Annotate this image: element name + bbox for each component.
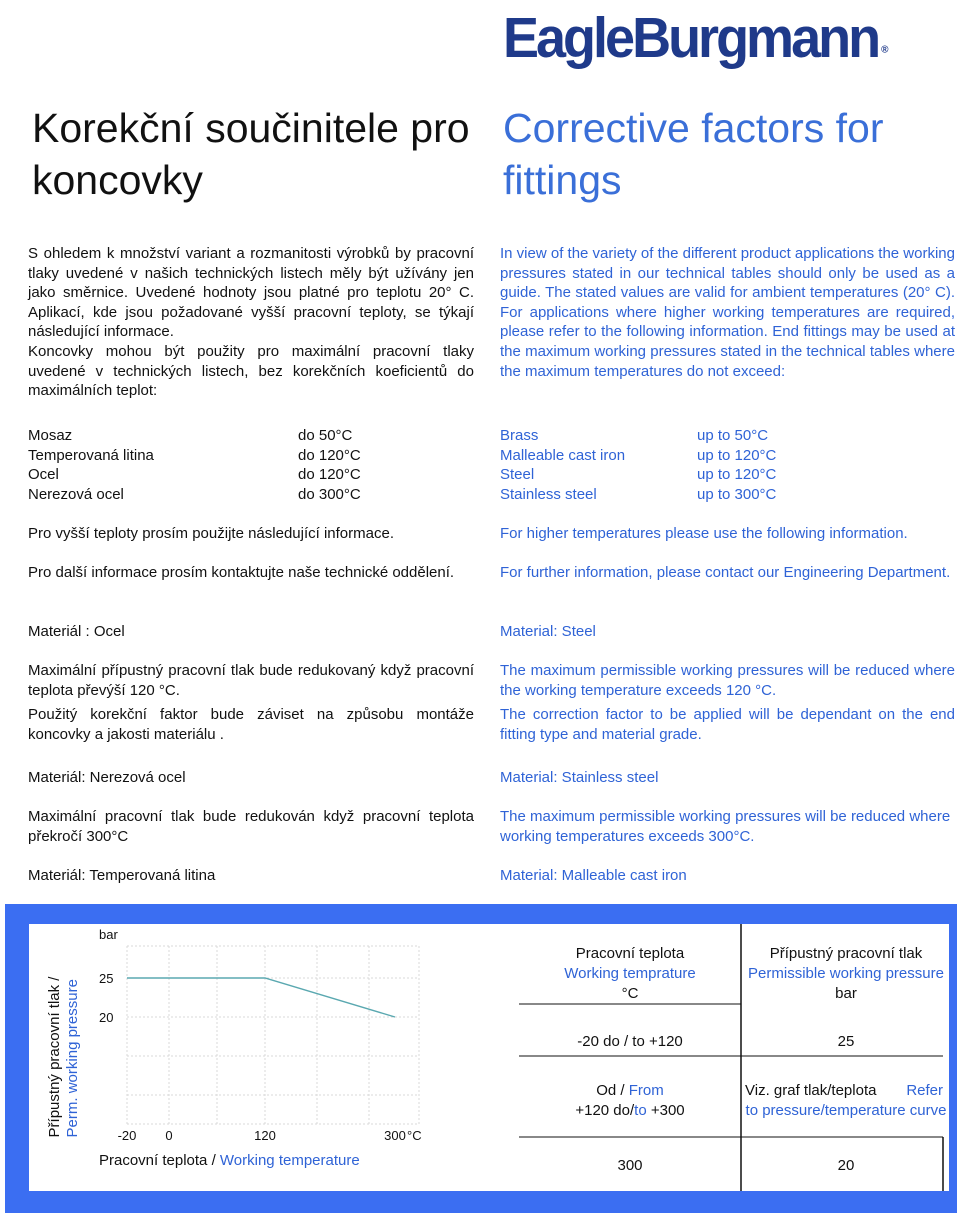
x-axis-label-cs: Pracovní teplota / [99,1152,220,1169]
material-name: Mosaz [28,427,73,444]
contact-cs: Pro další informace prosím kontaktujte naše technické oddělení. [28,564,455,581]
x-tick-label: 300 [384,1128,406,1143]
header-unit: °C [621,985,639,1002]
materials-cs-list [28,426,474,504]
row1-temperature: -20 do / to +120 [577,1033,683,1050]
x-unit-label: °C [407,1128,422,1143]
stainless-title-cs: Materiál: Nerezová ocel [28,769,186,786]
header-en: Permissible working pressure [748,965,944,982]
material-limit: do 120°C [298,466,361,484]
list-item [28,465,474,485]
x-tick-label: 0 [165,1128,173,1143]
y-unit-label: bar [99,927,118,942]
table-header-temperature [519,944,741,1004]
contact-en: For further information, please contact our Engineering Department. [500,564,951,581]
material-limit: up to 120°C [697,446,777,464]
page-title-cs: Korekční součinitele pro koncovky [32,105,470,203]
table-header-pressure [741,944,951,1004]
row2-pressure-cs: Viz. graf tlak/teplota [745,1082,877,1099]
stainless-title-en: Material: Stainless steel [500,769,659,786]
list-item [28,426,474,446]
header-en: Working temprature [564,965,696,982]
stainless-paragraph-en: The maximum permissible working pressures will be reduced where working temperatures exceeds 300°C. [500,808,951,845]
row2-range-en: to [634,1102,647,1119]
steel-title-cs: Materiál : Ocel [28,623,125,640]
steel-title-en: Material: Steel [500,623,596,640]
row2-range-cs: +120 do/ [575,1102,635,1119]
steel-paragraph-1-cs: Maximální přípustný pracovní tlak bude redukovaný když pracovní teplota převýší 120 °C. [28,662,474,699]
steel-paragraph-2-en: The correction factor to be applied will be dependant on the end fitting type and material grade. [500,706,955,743]
header-cs: Přípustný pracovní tlak [769,945,923,962]
pressure-temperature-panel [5,904,957,1213]
material-name: Brass [500,427,539,444]
row2-from-cs: Od / [596,1082,629,1099]
list-item [28,446,474,466]
material-name: Malleable cast iron [500,446,626,464]
material-limit: do 300°C [298,485,361,503]
higher-temps-cs: Pro vyšší teploty prosím použijte následující informace. [28,525,394,542]
x-axis-label [99,1152,360,1169]
material-name: Ocel [28,466,59,484]
row3-pressure: 20 [837,1157,855,1174]
stainless-paragraph-cs: Maximální pracovní tlak bude redukován když pracovní teplota překročí 300°C [28,808,474,845]
material-name: Nerezová ocel [28,485,124,503]
list-item [500,446,955,466]
eagleburgmann-logo: EagleBurgmann ® [503,6,889,70]
steel-paragraph-1-en: The maximum permissible working pressures will be reduced where the working temperature exceeds 120 °C. [500,662,955,699]
higher-temps-en: For higher temperatures please use the following information. [500,525,908,542]
steel-paragraph-2-cs: Použitý korekční faktor bude záviset na způsobu montáže koncovky a jakosti materiálu . [28,706,474,743]
list-item [500,485,955,505]
y-axis-label-cs: Přípustný pracovní tlak / [46,976,63,1138]
panel-inner [29,924,949,1191]
material-limit: do 120°C [298,446,361,464]
pressure-temperature-chart [29,924,509,1191]
y-axis-label-en: Perm. working pressure [64,979,81,1138]
x-tick-label: -20 [117,1128,137,1143]
row1-pressure: 25 [837,1033,855,1050]
x-axis-label-en: Working temperature [219,1152,360,1169]
row2-range-end: +300 [646,1102,685,1119]
intro-cs [28,244,474,401]
row2-pressure-en-2: to pressure/temperature curve [745,1102,947,1119]
material-limit: up to 120°C [697,466,777,484]
list-item [500,426,955,446]
intro-cs-paragraph-1: S ohledem k množství variant a rozmanitosti výrobků by pracovní tlaky uvedené v našich technických listech měly být užívány jen jako směrnice. Uvedené hodnoty jsou platné pro teplotu 20° C. Aplikací, kde jsou požadované vyšší pracovní teploty, se týkají následující informace. [28,245,474,341]
intro-cs-paragraph-2: Koncovky mohou být použity pro maximální pracovní tlaky uvedené v technických listech, bez korekčních koeficientů do maximálních teplot: [28,342,474,400]
x-tick-label: 120 [254,1128,276,1143]
material-limit: up to 50°C [697,427,769,444]
material-name: Temperovaná litina [28,446,154,464]
row3-temperature: 300 [617,1157,643,1174]
list-item [28,485,474,505]
row2-pressure-en-1: Refer [906,1082,943,1099]
material-name: Stainless steel [500,485,597,503]
material-name: Steel [500,466,535,484]
intro-en: In view of the variety of the different product applications the working pressures stated in our technical tables should only be used as a guide. The stated values are valid for ambient temperatures (20° C). For applications where higher working temperatures are required, please refer to the following information. End fittings may be used at the maximum working pressures stated in the technical tables where the maximum temperatures do not exceed: [500,245,955,380]
row2-from-en: From [628,1082,664,1099]
pressure-series-line [127,978,395,1017]
malleable-title-cs: Materiál: Temperovaná litina [28,867,216,884]
page-title-en: Corrective factors for fittings [503,105,884,203]
list-item [500,465,955,485]
malleable-title-en: Material: Malleable cast iron [500,867,687,884]
row2-temperature [519,1081,741,1121]
header-unit: bar [835,985,857,1002]
y-tick-label: 20 [99,1010,114,1025]
header-cs: Pracovní teplota [575,945,685,962]
row2-pressure [741,1081,951,1121]
materials-en-list [500,426,955,504]
material-limit: do 50°C [298,427,353,444]
material-limit: up to 300°C [697,485,777,503]
pressure-table [509,924,949,1191]
y-tick-label: 25 [99,971,114,986]
